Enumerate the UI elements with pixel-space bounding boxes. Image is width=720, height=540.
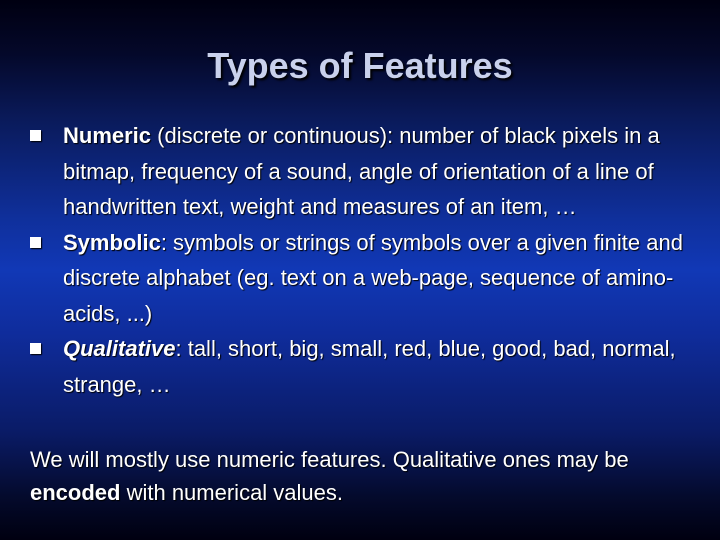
conclusion-before: We will mostly use numeric features. Qualitative ones may be (30, 447, 629, 472)
bullet-numeric (30, 118, 710, 225)
slide-title: Types of Features (207, 45, 513, 86)
bullet-term: Numeric (63, 123, 152, 148)
square-bullet-icon (30, 130, 41, 141)
bullet-symbolic (30, 225, 710, 332)
bullet-term: Qualitative (63, 336, 176, 361)
bullet-text: : tall, short, big, small, red, blue, good, bad, normal, strange, … (63, 336, 676, 397)
conclusion-after: with numerical values. (120, 480, 344, 505)
bullet-text: : symbols or strings of symbols over a given finite and discrete alphabet (eg. text on a web-page, sequence of amino-acids, ...) (63, 229, 683, 326)
square-bullet-icon (30, 343, 41, 354)
bullet-text: (discrete or continuous): number of black pixels in a bitmap, frequency of a sound, angle of orientation of a line of handwritten text, weight and measures of an item, … (63, 123, 660, 219)
square-bullet-icon (30, 237, 41, 248)
conclusion-text (30, 443, 710, 509)
bullet-qualitative (30, 331, 710, 402)
conclusion-emphasis: encoded (30, 480, 121, 505)
bullet-list (30, 118, 710, 402)
bullet-term: Symbolic (63, 229, 161, 255)
